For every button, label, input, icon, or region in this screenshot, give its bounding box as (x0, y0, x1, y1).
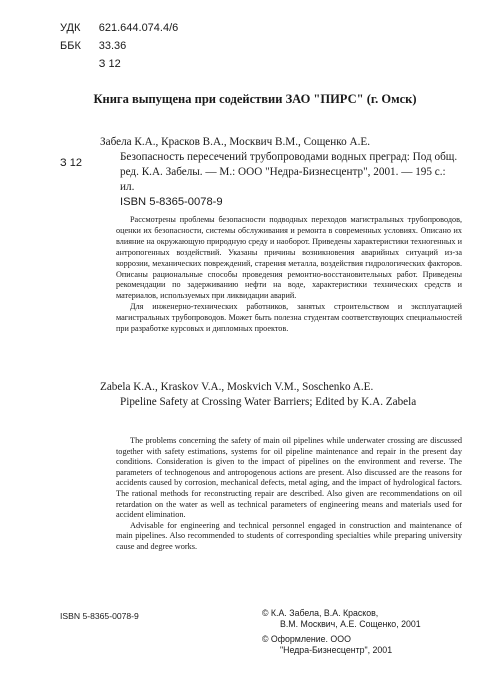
bbk-value: 33.36 (98, 40, 127, 52)
copyright-design-line: "Недра-Бизнесцентр", 2001 (280, 645, 393, 655)
russian-bibliographic-entry (100, 135, 462, 210)
author-code: З 12 (98, 58, 121, 70)
bbk-row (60, 40, 126, 52)
english-abstract-paragraph: The problems concerning the safety of main oil pipelines while underwater crossing are discussed together with safety estimations, systems for oil pipeline maintenance and repair in the present day conditions. Consideration is given to the impact of pipelines on the environment and reverse. The parameters of technogenous and antropogenous actions are present. Also discussed are the reasons for accidents caused by corrosion, mechanical defects, metal aging, and the impact of hydrological factors. The rational methods for reconstructing repair are described. Also given are recommendations on oil retardation on the water as well as technical parameters of engineering means and materials used for accident elimination. (116, 436, 462, 520)
footer-isbn: ISBN 5-8365-0078-9 (60, 611, 139, 621)
copyright-authors-line: © К.А. Забела, В.А. Красков, (262, 608, 379, 618)
russian-abstract-paragraph: Рассмотрены проблемы безопасности подводных переходов магистральных трубопроводов, оценки их безопасности, системы обслуживания и ремонта в современных условиях. Описано их влияние на окружающую природную среду и наоборот. Приведены характеристики техногенных и антропогенных воздействий. Указаны причины возникновения аварийных ситуаций из-за коррозии, механических повреждений, старения металла, воздействия гидрологических факторов. Описаны рациональные способы проведения ремонтно-восстановительных работ. Приведены рекомендации по задерживанию нефти на воде, характеристики технических средств и материалов, используемых при ликвидации аварий. (116, 215, 462, 301)
author-code-row (60, 58, 121, 70)
copyright-notice (262, 608, 472, 656)
entry-code-mark: З 12 (60, 157, 82, 169)
english-abstract-paragraph: Advisable for engineering and technical personnel engaged in construction and maintenance of main pipelines. Also recommended to students of corresponding specialties while preparing university cause and degree works. (116, 520, 462, 551)
copyright-design-line: © Оформление. ООО (262, 634, 351, 644)
udc-value: 621.644.074.4/6 (98, 22, 179, 34)
sponsor-note: Книга выпущена при содействии ЗАО "ПИРС" (г. Омск) (93, 92, 417, 106)
udc-row (60, 22, 178, 34)
english-bibliographic-entry (100, 380, 462, 410)
english-title: Pipeline Safety at Crossing Water Barriers; Edited by K.A. Zabela (120, 396, 417, 408)
russian-authors: Забела К.А., Красков В.А., Москвич В.М., Сощенко А.Е. (100, 136, 371, 148)
russian-abstract-paragraph: Для инженерно-технических работников, занятых строительством и эксплуатацией магистральных трубопроводов. Может быть полезна студентам соответствующих специальностей при разработке курсовых и дипломных проектов. (116, 302, 462, 334)
russian-title-block: Безопасность пересечений трубопроводами водных преград: Под общ. ред. К.А. Забелы. — М.: ООО "Недра-Бизнесцентр", 2001. — 195 с.: ил. (120, 151, 458, 193)
english-authors: Zabela K.A., Kraskov V.A., Moskvich V.M., Soschenko A.E. (100, 381, 374, 393)
copyright-authors-line: В.М. Москвич, А.Е. Сощенко, 2001 (280, 619, 421, 629)
russian-isbn: ISBN 5-8365-0078-9 (120, 196, 223, 208)
russian-abstract (116, 215, 462, 335)
udc-label: УДК (60, 22, 81, 34)
bbk-label: ББК (60, 40, 81, 52)
english-abstract (116, 436, 462, 553)
